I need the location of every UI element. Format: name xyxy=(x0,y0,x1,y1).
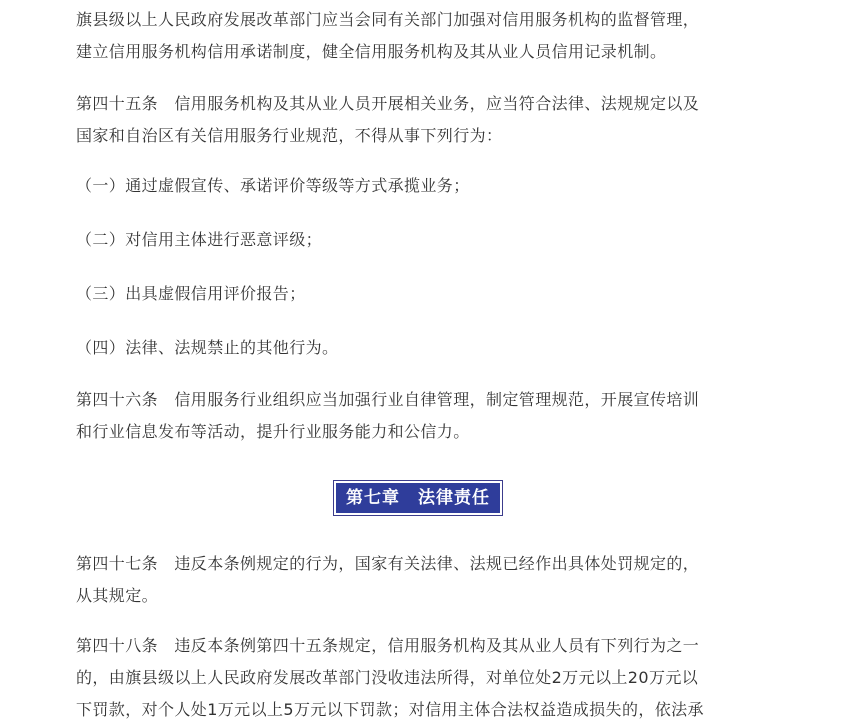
article-45 xyxy=(76,88,760,152)
chapter-heading-text: 第七章 法律责任 xyxy=(336,483,500,513)
article-48 xyxy=(76,630,760,720)
list-item-3 xyxy=(76,278,760,310)
chapter-heading xyxy=(333,480,503,516)
list-item-2 xyxy=(76,224,760,256)
paragraph-supervision xyxy=(76,4,760,68)
list-item-1 xyxy=(76,170,760,202)
paragraph-line: 第四十七条 违反本条例规定的行为，国家有关法律、法规已经作出具体处罚规定的， xyxy=(76,554,700,573)
paragraph-line: 旗县级以上人民政府发展改革部门应当会同有关部门加强对信用服务机构的监督管理， xyxy=(76,10,700,29)
list-item-text: （四）法律、法规禁止的其他行为。 xyxy=(76,338,339,357)
paragraph-line: 第四十五条 信用服务机构及其从业人员开展相关业务，应当符合法律、法规规定以及 xyxy=(76,94,700,113)
paragraph-line: 的，由旗县级以上人民政府发展改革部门没收违法所得，对单位处2万元以上20万元以 xyxy=(76,668,699,687)
paragraph-line: 第四十八条 违反本条例第四十五条规定，信用服务机构及其从业人员有下列行为之一 xyxy=(76,636,700,655)
list-item-text: （一）通过虚假宣传、承诺评价等级等方式承揽业务； xyxy=(76,176,470,195)
article-46 xyxy=(76,384,760,448)
list-item-4 xyxy=(76,332,760,364)
chapter-heading-wrapper xyxy=(0,480,844,516)
list-item-text: （三）出具虚假信用评价报告； xyxy=(76,284,306,303)
paragraph-line: 和行业信息发布等活动，提升行业服务能力和公信力。 xyxy=(76,422,470,441)
paragraph-line: 第四十六条 信用服务行业组织应当加强行业自律管理，制定管理规范，开展宣传培训 xyxy=(76,390,700,409)
paragraph-line: 下罚款，对个人处1万元以上5万元以下罚款；对信用主体合法权益造成损失的，依法承 xyxy=(76,700,704,719)
article-47 xyxy=(76,548,760,612)
paragraph-line: 国家和自治区有关信用服务行业规范，不得从事下列行为： xyxy=(76,126,503,145)
list-item-text: （二）对信用主体进行恶意评级； xyxy=(76,230,323,249)
paragraph-line: 从其规定。 xyxy=(76,586,159,605)
paragraph-line: 建立信用服务机构信用承诺制度，健全信用服务机构及其从业人员信用记录机制。 xyxy=(76,42,667,61)
